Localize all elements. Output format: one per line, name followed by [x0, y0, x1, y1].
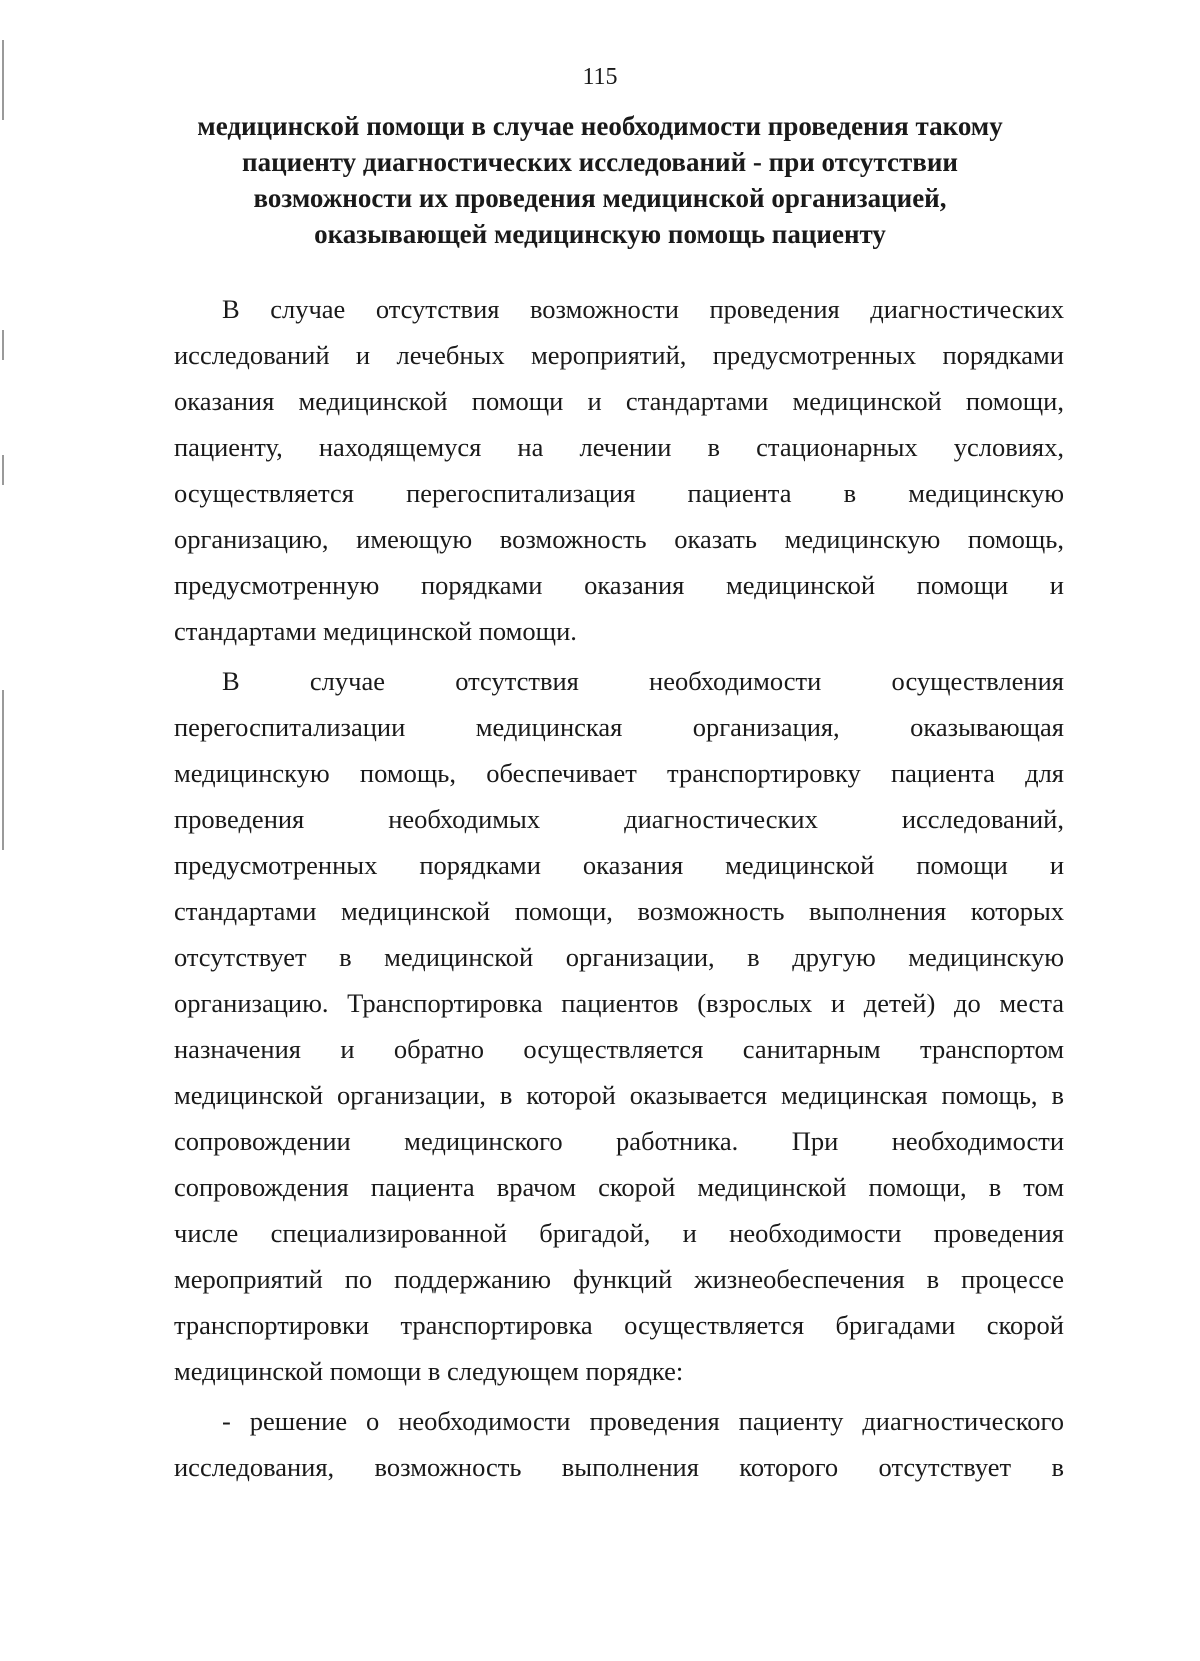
section-heading [150, 108, 1050, 252]
paragraph [174, 658, 1064, 1394]
heading-line: возможности их проведения медицинской организацией, [253, 183, 947, 213]
text-line: организацию, имеющую возможность оказать медицинскую помощь, [174, 524, 1064, 554]
text-line: стандартами медицинской помощи. [174, 616, 577, 646]
body-text [174, 286, 1064, 1494]
text-line: перегоспитализации медицинская организация, оказывающая [174, 712, 1064, 742]
text-line: проведения необходимых диагностических исследований, [174, 804, 1064, 834]
text-line: сопровождения пациента врачом скорой медицинской помощи, в том [174, 1172, 1064, 1202]
scan-edge-mark [2, 455, 4, 485]
page-number: 115 [582, 64, 618, 90]
text-line: предусмотренную порядками оказания медицинской помощи и [174, 570, 1064, 600]
text-line: мероприятий по поддержанию функций жизнеобеспечения в процессе [174, 1264, 1064, 1294]
text-line: - решение о необходимости проведения пациенту диагностического [222, 1406, 1064, 1436]
text-line: числе специализированной бригадой, и необходимости проведения [174, 1218, 1064, 1248]
text-line: медицинскую помощь, обеспечивает транспортировку пациента для [174, 758, 1064, 788]
paragraph [174, 286, 1064, 654]
text-line: медицинской помощи в следующем порядке: [174, 1356, 684, 1386]
text-line: пациенту, находящемуся на лечении в стационарных условиях, [174, 432, 1064, 462]
text-line: сопровождении медицинского работника. При необходимости [174, 1126, 1064, 1156]
text-line: оказания медицинской помощи и стандартами медицинской помощи, [174, 386, 1064, 416]
scan-edge-mark [2, 690, 4, 850]
paragraph [174, 1398, 1064, 1490]
text-line: транспортировки транспортировка осуществляется бригадами скорой [174, 1310, 1064, 1340]
text-line: предусмотренных порядками оказания медицинской помощи и [174, 850, 1064, 880]
text-line: В случае отсутствия возможности проведения диагностических [222, 294, 1064, 324]
text-line: исследований и лечебных мероприятий, предусмотренных порядками [174, 340, 1064, 370]
text-line: стандартами медицинской помощи, возможность выполнения которых [174, 896, 1064, 926]
text-line: организацию. Транспортировка пациентов (взрослых и детей) до места [174, 988, 1064, 1018]
text-line: назначения и обратно осуществляется санитарным транспортом [174, 1034, 1064, 1064]
text-line: В случае отсутствия необходимости осуществления [222, 666, 1064, 696]
heading-line: медицинской помощи в случае необходимости проведения такому [197, 111, 1003, 141]
scan-edge-mark [2, 330, 4, 360]
text-line: исследования, возможность выполнения которого отсутствует в [174, 1452, 1064, 1482]
text-line: медицинской организации, в которой оказывается медицинская помощь, в [174, 1080, 1064, 1110]
text-line: отсутствует в медицинской организации, в другую медицинскую [174, 942, 1064, 972]
text-line: осуществляется перегоспитализация пациента в медицинскую [174, 478, 1064, 508]
heading-line: пациенту диагностических исследований - при отсутствии [242, 147, 958, 177]
heading-line: оказывающей медицинскую помощь пациенту [314, 219, 886, 249]
